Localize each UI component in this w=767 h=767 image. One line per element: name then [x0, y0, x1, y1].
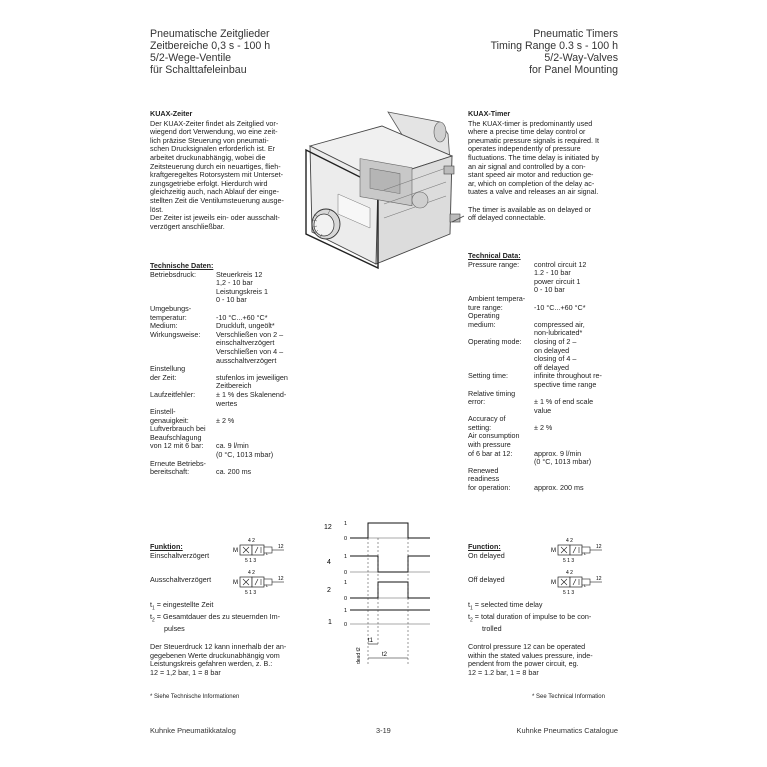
de-note-line: Leistungskreis gefahren werden, z. B.:: [150, 659, 273, 669]
valve-l-label: L: [584, 551, 587, 556]
timing-level-1: 1: [344, 554, 348, 560]
de-tech-label: Erneute Betriebs-: [150, 458, 206, 468]
valve-top-ports: 4 2: [248, 570, 255, 576]
timing-row-label: 12: [324, 524, 332, 531]
de-tech-label: Umgebungs-: [150, 303, 192, 313]
timing-signal-2: [350, 582, 430, 598]
de-tech-value: einschaltverzögert: [216, 338, 275, 348]
header-en-line: 5/2-Way-Valves: [544, 52, 618, 64]
timing-level-0: 0: [344, 622, 348, 628]
header-de: [150, 28, 270, 76]
valve-bottom-ports: 5 1 3: [245, 558, 257, 563]
valve-top-ports: 4 2: [566, 570, 573, 576]
timing-signal-12: [350, 523, 430, 538]
de-note-line: 12 = 1,2 bar, 1 = 8 bar: [150, 667, 221, 677]
en-tech-label: Accuracy of: [468, 414, 506, 424]
en-intro-line: operates independently of pressure: [468, 144, 581, 154]
valve-ctrl-label: 12: [596, 576, 602, 582]
en-t2-subscript: 2: [470, 617, 473, 624]
timing-level-1: 1: [344, 580, 348, 586]
en-intro-line: where a precise time delay control or: [468, 127, 586, 137]
en-func-on: On delayed: [468, 550, 505, 560]
en-tech-value: spective time range: [534, 379, 597, 389]
de-intro-line: kraftgeregeltes Rotorsystem mit Unterset-: [150, 170, 284, 180]
valve-m-label: M: [233, 580, 238, 586]
de-intro-line: lich präzise Steuerung von pneumati-: [150, 135, 269, 145]
de-tech-label: Beaufschlagung: [150, 432, 202, 442]
de-tech-label: Luftverbrauch bei: [150, 424, 206, 434]
en-tech-label: ture range:: [468, 302, 503, 312]
valve-m-label: M: [551, 580, 556, 586]
de-tech-value: Leistungskreis 1: [216, 286, 268, 296]
de-tech-values: [216, 271, 288, 477]
en-intro-text: [468, 120, 628, 223]
de-func-title: Funktion:: [150, 542, 183, 551]
de-tech-value: Druckluft, ungeölt*: [216, 321, 275, 331]
en-tech-label: Renewed: [468, 465, 499, 475]
valve-ctrl-label: 12: [278, 544, 284, 550]
de-tech-value: 1,2 - 10 bar: [216, 278, 253, 288]
header-en-line: Timing Range 0.3 s - 100 h: [490, 40, 618, 52]
de-t2-desc: = Gesamtdauer des zu steuernden Im-: [156, 612, 281, 622]
de-tech-label: Wirkungsweise:: [150, 329, 201, 339]
en-intro-line: pneumatic pressure signals is required. It: [468, 135, 600, 145]
footer-right: Kuhnke Pneumatics Catalogue: [516, 726, 618, 735]
de-t2-desc-cont: pulses: [164, 624, 185, 634]
timing-level-0: 0: [344, 570, 348, 576]
en-footnote: * See Technical Information: [532, 694, 605, 700]
de-t-definitions: [150, 601, 280, 634]
de-func-on: Einschaltverzögert: [150, 550, 210, 560]
de-intro-line: schen Drucksignalen erforderlich ist. Er: [150, 144, 276, 154]
de-tech-label: temperatur:: [150, 312, 187, 322]
de-tech-value: [216, 425, 288, 434]
en-tech-label: Air consumption: [468, 431, 520, 441]
en-tech-label: with pressure: [468, 440, 511, 450]
de-intro-line: stellten Zeit die Ventilumsteuerung ausge-: [150, 195, 284, 205]
en-intro-section: [468, 110, 628, 223]
valve-symbol-en-off: [550, 569, 610, 595]
de-footnote: * Siehe Technische Informationen: [150, 694, 240, 700]
en-tech-label: error:: [468, 397, 486, 407]
en-tech-values: [534, 261, 602, 493]
en-tech-label: [468, 269, 534, 278]
en-tech-label: Setting time:: [468, 371, 508, 381]
en-intro-line: The KUAX-timer is predominantly used: [468, 118, 593, 128]
en-intro-line: an air signal and controlled by a con-: [468, 161, 586, 171]
de-tech-label: von 12 mit 6 bar:: [150, 441, 204, 451]
en-tech-value: power circuit 1: [534, 276, 581, 286]
en-tech-section: [468, 252, 602, 493]
en-tech-value: -10 °C...+60 °C*: [534, 302, 586, 312]
de-intro-line: zungsgetriebe erfolgt. Hierdurch wird: [150, 178, 268, 188]
de-tech-label: Medium:: [150, 321, 178, 331]
en-func-off: Off delayed: [468, 575, 505, 585]
de-tech-label: genauigkeit:: [150, 415, 189, 425]
de-intro-line: gleichzeitig auch, nach Ablauf der einge-: [150, 187, 280, 197]
en-tech-label: Pressure range:: [468, 259, 520, 269]
en-tech-label: Operating: [468, 311, 500, 321]
de-tech-label: Laufzeitfehler:: [150, 389, 196, 399]
de-t1-subscript: 1: [152, 605, 155, 612]
en-tech-value: compressed air,: [534, 319, 585, 329]
de-func-off: Ausschaltverzögert: [150, 575, 212, 585]
valve-graphic: [233, 538, 284, 563]
de-intro-section: [150, 110, 310, 231]
en-tech-value: (0 °C, 1013 mbar): [534, 457, 592, 467]
valve-ctrl-label: 12: [278, 576, 284, 582]
de-tech-labels: [150, 271, 216, 477]
en-tech-label: Relative timing: [468, 388, 516, 398]
en-intro-line: tuates a valve and releases an air signal.: [468, 187, 599, 197]
en-intro-line: ar, which on completion of the delay ac-: [468, 178, 595, 188]
de-t1-desc: = eingestellte Zeit: [156, 600, 214, 609]
header-en-line: for Panel Mounting: [529, 64, 618, 76]
en-tech-value: approx. 200 ms: [534, 483, 584, 493]
de-tech-label: bereitschaft:: [150, 467, 190, 477]
en-intro-line: The timer is available as on delayed or: [468, 204, 592, 214]
en-tech-label: readiness: [468, 474, 500, 484]
timing-row-label: 4: [327, 559, 331, 566]
de-intro-line: arbeitet druckunabhängig, wobei die: [150, 152, 266, 162]
de-tech-label: [150, 339, 216, 348]
kuax-timer-illustration: [300, 104, 468, 274]
en-t1-subscript: 1: [470, 605, 473, 612]
de-tech-label: [150, 279, 216, 288]
en-tech-value: infinite throughout re-: [534, 371, 602, 381]
footer-page-number: 3-19: [376, 726, 391, 735]
valve-m-label: M: [551, 548, 556, 554]
timing-signal-4: [350, 556, 430, 572]
de-tech-value: Zeitbereich: [216, 381, 252, 391]
en-tech-value: control circuit 12: [534, 259, 587, 269]
t1-label: t1: [368, 638, 374, 644]
header-de-line: Zeitbereiche 0,3 s - 100 h: [150, 40, 271, 52]
de-tech-label: Betriebsdruck:: [150, 269, 196, 279]
de-tech-value: ca. 9 l/min: [216, 441, 249, 451]
de-tech-label: Einstellung: [150, 364, 186, 374]
en-tech-labels: [468, 261, 534, 493]
de-intro-line: wiegend dort Verwendung, wo eine zeit-: [150, 127, 278, 137]
valve-top-ports: 4 2: [566, 538, 573, 544]
en-t2-symbol: t: [468, 612, 470, 622]
valve-ctrl-label: 12: [596, 544, 602, 550]
timing-diagram: [318, 516, 458, 666]
de-note: [150, 643, 286, 677]
de-tech-value: wertes: [216, 398, 238, 408]
en-tech-value: value: [534, 405, 552, 415]
en-intro-line: fluctuations. The time delay is initiated by: [468, 152, 599, 162]
valve-bottom-ports: 5 1 3: [563, 558, 575, 563]
en-tech-label: Operating mode:: [468, 336, 522, 346]
valve-symbol-de-off: [232, 569, 292, 595]
de-tech-label: [150, 348, 216, 357]
timing-level-0: 0: [344, 536, 348, 542]
header-de-line: für Schalttafeleinbau: [150, 64, 247, 76]
de-tech-value: ca. 200 ms: [216, 467, 252, 477]
timing-row-label: 2: [327, 587, 331, 594]
en-tech-value: 1.2 - 10 bar: [534, 268, 571, 278]
en-tech-value: approx. 9 l/min: [534, 448, 582, 458]
de-tech-value: ausschaltverzögert: [216, 355, 277, 365]
de-tech-label: der Zeit:: [150, 372, 177, 382]
de-note-line: Der Steuerdruck 12 kann innerhalb der an-: [150, 642, 287, 651]
de-intro-line: verzögert anschließbar.: [150, 221, 225, 231]
en-t2-desc-cont: trolled: [482, 624, 502, 634]
en-tech-label: Ambient tempera-: [468, 293, 526, 303]
en-tech-value: [534, 467, 602, 476]
en-t2-desc: = total duration of impulse to be con-: [474, 612, 592, 622]
en-tech-title: Technical Data:: [468, 251, 521, 260]
de-tech-value: (0 °C, 1013 mbar): [216, 450, 274, 460]
en-tech-value: non-lubricated*: [534, 328, 583, 338]
valve-bottom-ports: 5 1 3: [563, 590, 575, 595]
footer-left: Kuhnke Pneumatikkatalog: [150, 726, 236, 735]
en-note-line: pendent from the power circuit, eg.: [468, 659, 579, 669]
de-t2-symbol: t: [150, 612, 152, 622]
valve-m-label: M: [233, 548, 238, 554]
de-tech-value: 0 - 10 bar: [216, 295, 247, 305]
de-t1-symbol: t: [150, 600, 152, 609]
timing-level-0: 0: [344, 596, 348, 602]
en-tech-label: medium:: [468, 319, 496, 329]
en-tech-label: of 6 bar at 12:: [468, 448, 513, 458]
de-tech-label: [150, 288, 216, 297]
de-tech-label: Einstell-: [150, 407, 176, 417]
en-note-line: Control pressure 12 can be operated: [468, 642, 586, 651]
en-t-definitions: [468, 601, 591, 634]
de-tech-value: stufenlos im jeweiligen: [216, 372, 288, 382]
de-tech-title: Technische Daten:: [150, 261, 214, 270]
en-t1-symbol: t: [468, 600, 470, 609]
en-function-section: [468, 543, 505, 585]
de-tech-value: -10 °C...+60 °C*: [216, 312, 268, 322]
de-tech-section: [150, 262, 288, 477]
valve-l-label: L: [266, 551, 269, 556]
de-tech-value: Verschließen von 2 –: [216, 329, 284, 339]
de-tech-value: Verschließen von 4 –: [216, 346, 284, 356]
en-note: [468, 643, 593, 677]
de-tech-value: ± 1 % des Skalenend-: [216, 389, 287, 399]
timing-level-1: 1: [344, 608, 348, 614]
de-intro-line: Der Zeiter ist jeweils ein- oder ausschalt-: [150, 213, 280, 223]
en-t1-desc: = selected time delay: [474, 600, 543, 609]
en-tech-label: [468, 347, 534, 356]
en-tech-label: for operation:: [468, 483, 511, 493]
timing-row-label: 1: [328, 619, 332, 626]
de-note-line: gegebenen Werte druckunabhängig vom: [150, 650, 280, 660]
header-en-line: Pneumatic Timers: [533, 28, 618, 40]
en-tech-value: ± 2 %: [534, 422, 553, 432]
valve-top-ports: 4 2: [248, 538, 255, 544]
de-tech-value: ± 2 %: [216, 415, 235, 425]
header-de-line: 5/2-Wege-Ventile: [150, 52, 232, 64]
valve-symbol-de-on: [232, 537, 292, 563]
valve-bottom-ports: 5 1 3: [245, 590, 257, 595]
en-tech-value: on delayed: [534, 345, 570, 355]
de-intro-line: Zeitsteuerung durch ein neuartiges, flieh-: [150, 161, 281, 171]
en-tech-label: [468, 278, 534, 287]
en-func-title: Function:: [468, 542, 501, 551]
de-function-section: [150, 543, 211, 585]
timing-level-1: 1: [344, 521, 348, 527]
valve-l-label: L: [584, 583, 587, 588]
header-de-line: Pneumatische Zeitglieder: [150, 28, 270, 40]
en-tech-value: [534, 432, 602, 441]
t2-label: t2: [382, 652, 388, 658]
en-tech-label: [468, 355, 534, 364]
en-intro-line: stant speed air motor and reduction ge-: [468, 170, 594, 180]
en-tech-value: ± 1 % of end scale: [534, 397, 594, 407]
en-note-line: 12 = 1.2 bar, 1 = 8 bar: [468, 667, 539, 677]
valve-l-label: L: [266, 583, 269, 588]
de-intro-line: Der KUAX-Zeiter findet als Zeitglied vor-: [150, 118, 279, 128]
en-tech-value: closing of 4 –: [534, 354, 577, 364]
en-tech-value: closing of 2 –: [534, 336, 577, 346]
de-intro-text: [150, 120, 310, 232]
de-intro-line: löst.: [150, 204, 164, 214]
en-intro-line: off delayed connectable.: [468, 213, 546, 223]
dead-label: dead t2: [356, 647, 362, 664]
en-tech-label: setting:: [468, 422, 492, 432]
en-tech-value: 0 - 10 bar: [534, 285, 565, 295]
de-title: KUAX-Zeiter: [150, 109, 193, 118]
en-note-line: within the stated values pressure, inde-: [468, 650, 593, 660]
en-tech-value: off delayed: [534, 362, 570, 372]
header-en: [491, 28, 618, 76]
valve-symbol-en-on: [550, 537, 610, 563]
de-tech-value: Steuerkreis 12: [216, 269, 263, 279]
en-title: KUAX-Timer: [468, 109, 511, 118]
de-t2-subscript: 2: [152, 617, 155, 624]
